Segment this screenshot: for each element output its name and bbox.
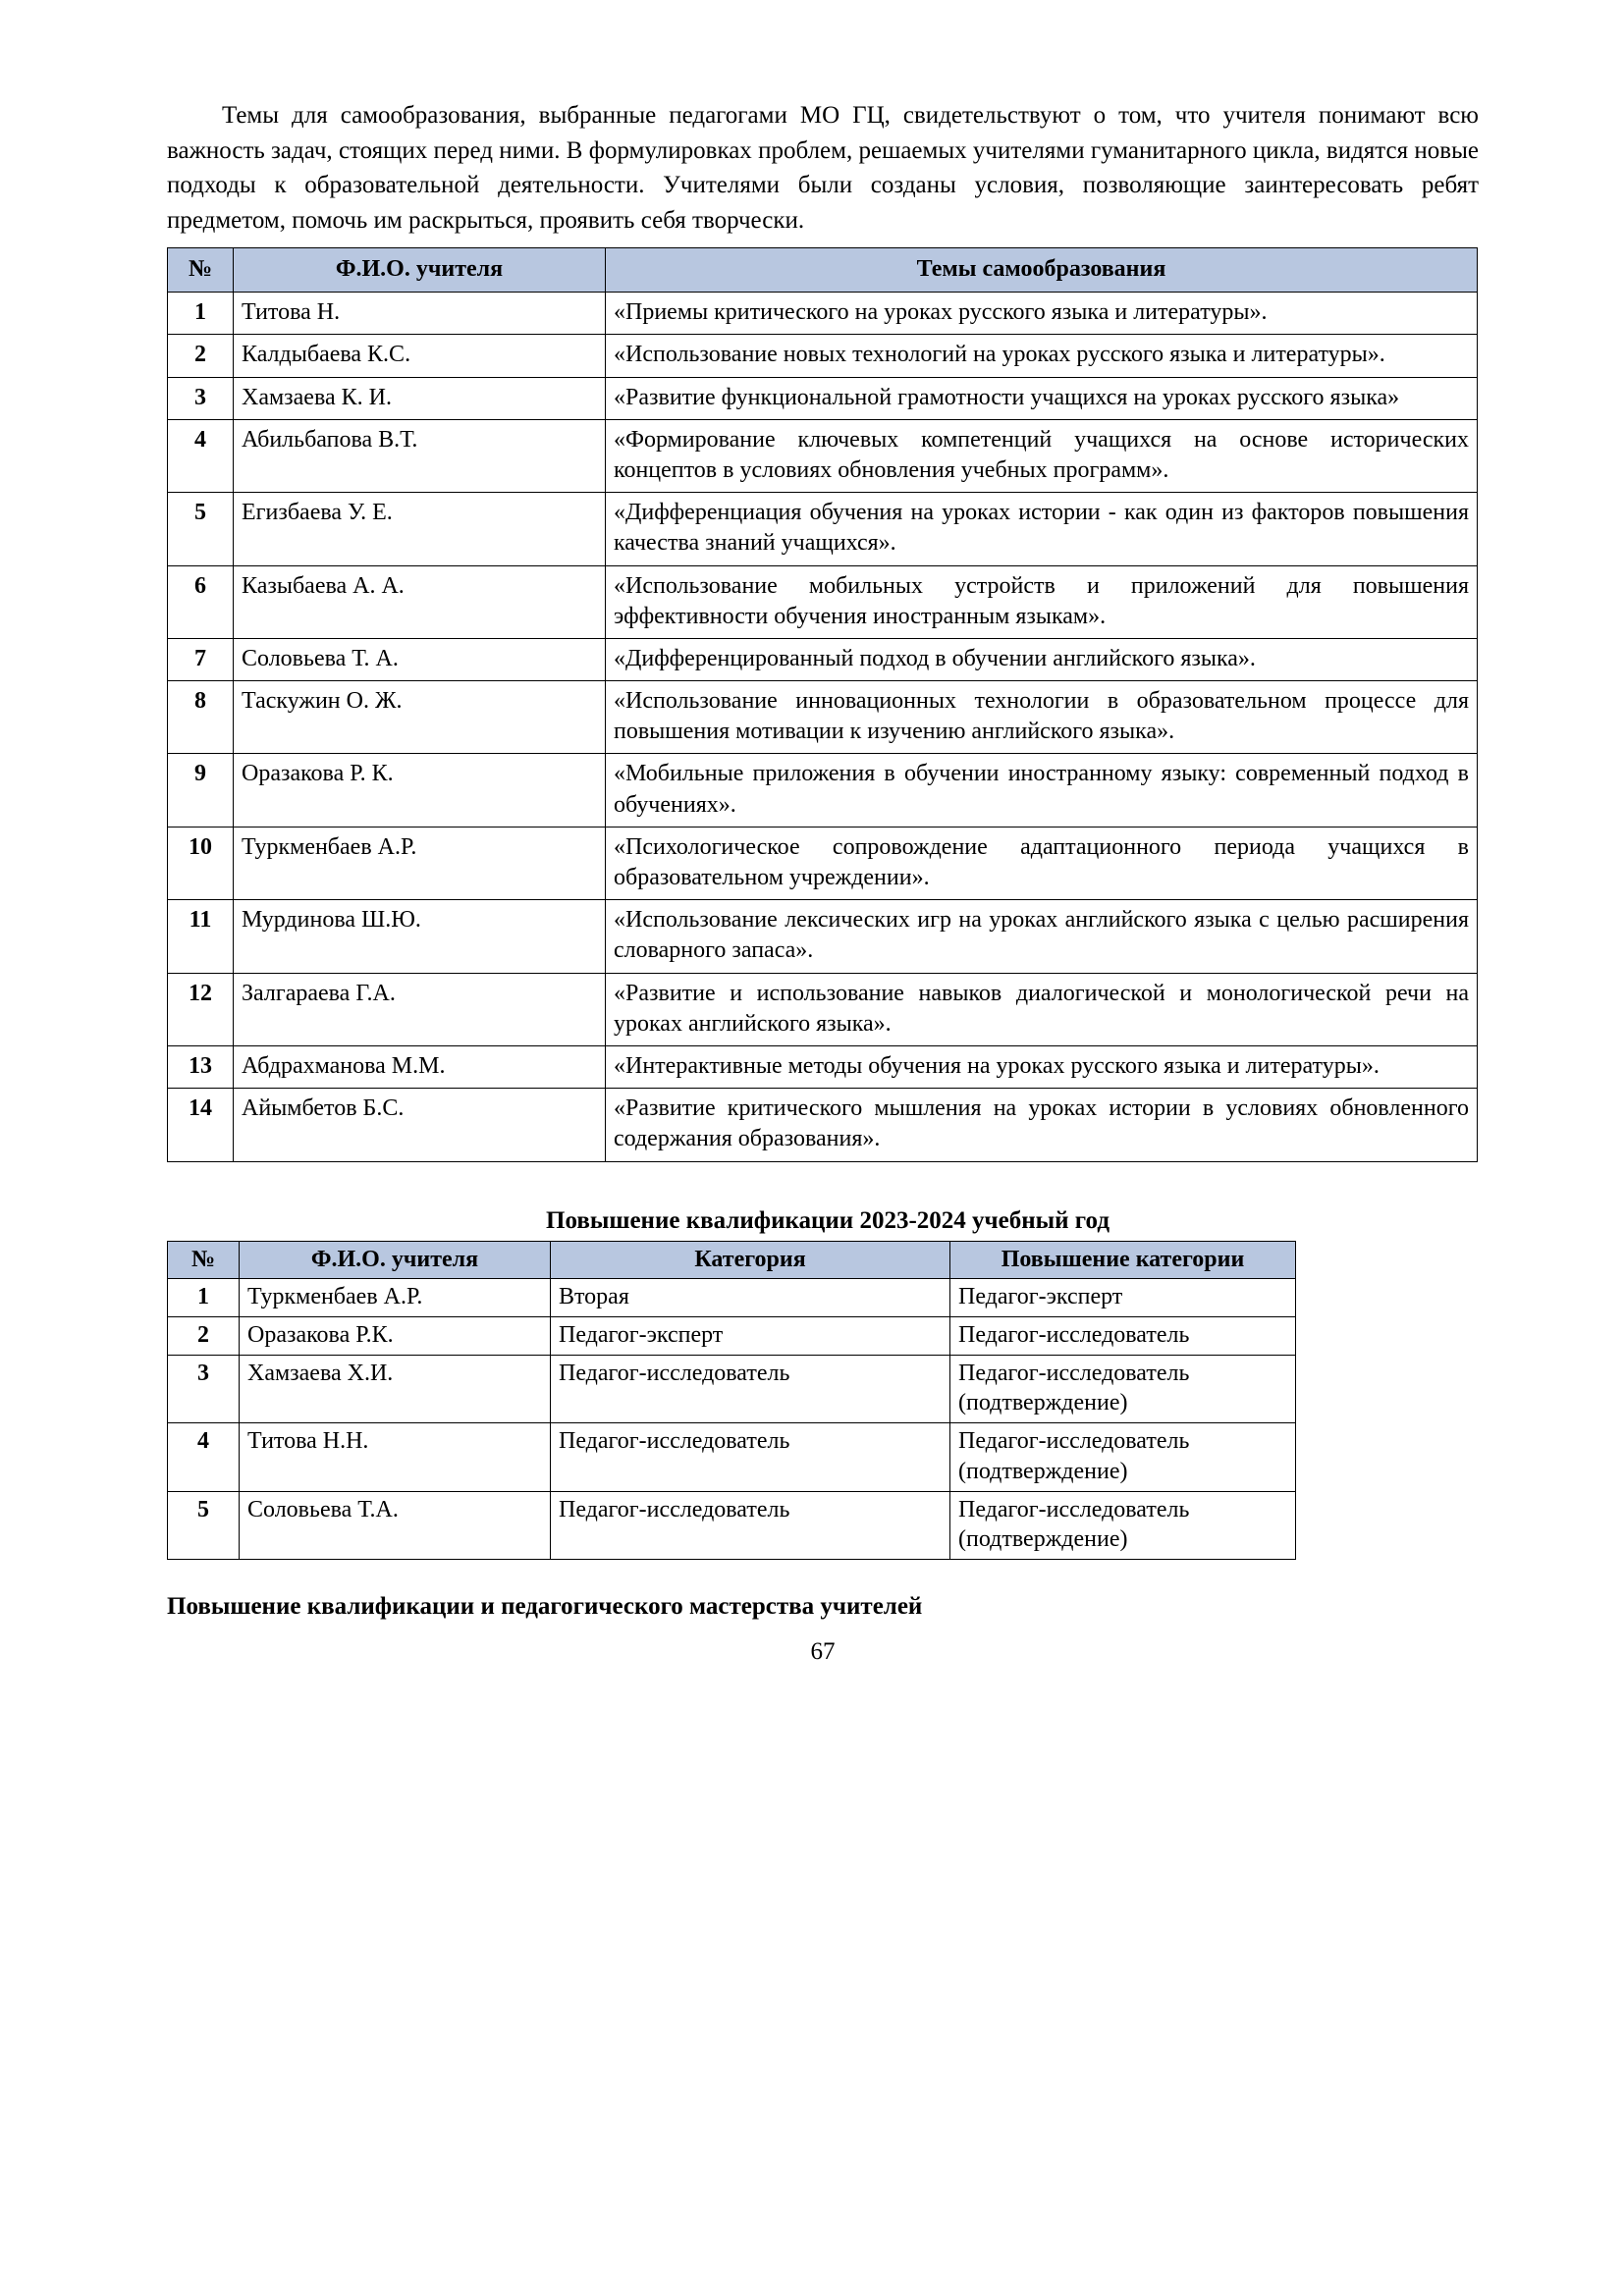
table-row bbox=[168, 900, 1478, 973]
cell-teacher-name: Туркменбаев А.Р. bbox=[240, 1279, 551, 1317]
cell-teacher-name: Хамзаева Х.И. bbox=[240, 1355, 551, 1422]
cell-number: 3 bbox=[168, 1355, 240, 1422]
table-row bbox=[168, 638, 1478, 680]
cell-number: 6 bbox=[168, 565, 234, 638]
cell-upgrade: Педагог-исследователь (подтверждение) bbox=[950, 1491, 1296, 1559]
cell-teacher-name: Титова Н.Н. bbox=[240, 1423, 551, 1491]
cell-number: 13 bbox=[168, 1045, 234, 1088]
cell-teacher-name: Оразакова Р.К. bbox=[240, 1316, 551, 1355]
table-row bbox=[168, 1045, 1478, 1088]
column-header-teacher-name: Ф.И.О. учителя bbox=[240, 1241, 551, 1279]
table-row bbox=[168, 827, 1478, 899]
cell-number: 2 bbox=[168, 1316, 240, 1355]
cell-teacher-name: Калдыбаева К.С. bbox=[234, 335, 606, 377]
cell-topic: «Развитие и использование навыков диалогической и монологической речи на уроках английского языка». bbox=[606, 973, 1478, 1045]
cell-topic: «Формирование ключевых компетенций учащихся на основе исторических концептов в условиях обновления учебных программ». bbox=[606, 419, 1478, 492]
table-header-row bbox=[168, 1241, 1296, 1279]
cell-number: 4 bbox=[168, 419, 234, 492]
table-row bbox=[168, 754, 1478, 827]
cell-number: 4 bbox=[168, 1423, 240, 1491]
column-header-upgrade: Повышение категории bbox=[950, 1241, 1296, 1279]
page-number: 67 bbox=[810, 1637, 836, 1665]
cell-teacher-name: Мурдинова Ш.Ю. bbox=[234, 900, 606, 973]
cell-topic: «Развитие критического мышления на уроках истории в условиях обновленного содержания образования». bbox=[606, 1089, 1478, 1161]
table-body bbox=[168, 1279, 1296, 1560]
table-row bbox=[168, 377, 1478, 419]
cell-upgrade: Педагог-исследователь (подтверждение) bbox=[950, 1355, 1296, 1422]
table-row bbox=[168, 681, 1478, 754]
cell-category: Вторая bbox=[551, 1279, 950, 1317]
cell-category: Педагог-исследователь bbox=[551, 1423, 950, 1491]
cell-upgrade: Педагог-исследователь (подтверждение) bbox=[950, 1423, 1296, 1491]
cell-teacher-name: Залгараева Г.А. bbox=[234, 973, 606, 1045]
table-row bbox=[168, 1355, 1296, 1422]
table-body bbox=[168, 293, 1478, 1161]
column-header-number: № bbox=[168, 1241, 240, 1279]
cell-topic: «Интерактивные методы обучения на уроках русского языка и литературы». bbox=[606, 1045, 1478, 1088]
cell-topic: «Дифференциация обучения на уроках истории - как один из факторов повышения качества знаний учащихся». bbox=[606, 493, 1478, 565]
cell-number: 8 bbox=[168, 681, 234, 754]
cell-number: 12 bbox=[168, 973, 234, 1045]
cell-category: Педагог-исследователь bbox=[551, 1491, 950, 1559]
table-header bbox=[168, 248, 1478, 293]
cell-topic: «Использование инновационных технологии в образовательном процессе для повышения мотивации к изучению английского языка». bbox=[606, 681, 1478, 754]
cell-number: 11 bbox=[168, 900, 234, 973]
cell-number: 2 bbox=[168, 335, 234, 377]
cell-category: Педагог-эксперт bbox=[551, 1316, 950, 1355]
cell-teacher-name: Абильбапова В.Т. bbox=[234, 419, 606, 492]
cell-topic: «Мобильные приложения в обучении иностранному языку: современный подход в обучениях». bbox=[606, 754, 1478, 827]
cell-teacher-name: Егизбаева У. Е. bbox=[234, 493, 606, 565]
cell-number: 1 bbox=[168, 293, 234, 335]
cell-topic: «Использование мобильных устройств и приложений для повышения эффективности обучения иностранным языкам». bbox=[606, 565, 1478, 638]
table-row bbox=[168, 565, 1478, 638]
cell-teacher-name: Оразакова Р. К. bbox=[234, 754, 606, 827]
table-row bbox=[168, 1279, 1296, 1317]
cell-number: 7 bbox=[168, 638, 234, 680]
table-row bbox=[168, 1491, 1296, 1559]
cell-number: 1 bbox=[168, 1279, 240, 1317]
table-row bbox=[168, 1316, 1296, 1355]
cell-teacher-name: Туркменбаев А.Р. bbox=[234, 827, 606, 899]
cell-teacher-name: Айымбетов Б.С. bbox=[234, 1089, 606, 1161]
cell-topic: «Психологическое сопровождение адаптационного периода учащихся в образовательном учреждении». bbox=[606, 827, 1478, 899]
cell-teacher-name: Хамзаева К. И. bbox=[234, 377, 606, 419]
cell-number: 5 bbox=[168, 1491, 240, 1559]
cell-topic: «Дифференцированный подход в обучении английского языка». bbox=[606, 638, 1478, 680]
cell-upgrade: Педагог-исследователь bbox=[950, 1316, 1296, 1355]
cell-teacher-name: Титова Н. bbox=[234, 293, 606, 335]
cell-number: 5 bbox=[168, 493, 234, 565]
table-header bbox=[168, 1241, 1296, 1279]
cell-topic: «Использование новых технологий на уроках русского языка и литературы». bbox=[606, 335, 1478, 377]
intro-paragraph: Темы для самообразования, выбранные педагогами МО ГЦ, свидетельствуют о том, что учителя понимают всю важность задач, стоящих перед ними. В формулировках проблем, решаемых учителями гуманитарного цикла, видятся новые подходы к образовательной деятельности. Учителями были созданы условия, позволяющие заинтересовать ребят предметом, помочь им раскрыться, проявить себя творчески. bbox=[167, 102, 1479, 234]
table-row bbox=[168, 335, 1478, 377]
table-header-row bbox=[168, 248, 1478, 293]
table-row bbox=[168, 293, 1478, 335]
column-header-teacher-name: Ф.И.О. учителя bbox=[234, 248, 606, 293]
qualification-upgrade-table bbox=[167, 1241, 1296, 1560]
cell-teacher-name: Абдрахманова М.М. bbox=[234, 1045, 606, 1088]
cell-teacher-name: Соловьева Т.А. bbox=[240, 1491, 551, 1559]
cell-teacher-name: Соловьева Т. А. bbox=[234, 638, 606, 680]
cell-upgrade: Педагог-эксперт bbox=[950, 1279, 1296, 1317]
qualification-section-title: Повышение квалификации 2023-2024 учебный год bbox=[546, 1206, 1110, 1234]
column-header-category: Категория bbox=[551, 1241, 950, 1279]
cell-number: 14 bbox=[168, 1089, 234, 1161]
section-spacer bbox=[167, 1162, 1479, 1190]
column-header-topic: Темы самообразования bbox=[606, 248, 1478, 293]
cell-teacher-name: Таскужин О. Ж. bbox=[234, 681, 606, 754]
self-education-topics-table bbox=[167, 247, 1478, 1162]
cell-category: Педагог-исследователь bbox=[551, 1355, 950, 1422]
cell-teacher-name: Казыбаева А. А. bbox=[234, 565, 606, 638]
cell-number: 3 bbox=[168, 377, 234, 419]
column-header-number: № bbox=[168, 248, 234, 293]
table-row bbox=[168, 1089, 1478, 1161]
footer-section-heading: Повышение квалификации и педагогического мастерства учителей bbox=[167, 1592, 923, 1620]
cell-topic: «Приемы критического на уроках русского языка и литературы». bbox=[606, 293, 1478, 335]
cell-number: 10 bbox=[168, 827, 234, 899]
cell-topic: «Развитие функциональной грамотности учащихся на уроках русского языка» bbox=[606, 377, 1478, 419]
table-row bbox=[168, 493, 1478, 565]
cell-topic: «Использование лексических игр на уроках английского языка с целью расширения словарного запаса». bbox=[606, 900, 1478, 973]
table-row bbox=[168, 1423, 1296, 1491]
table-row bbox=[168, 973, 1478, 1045]
table-row bbox=[168, 419, 1478, 492]
cell-number: 9 bbox=[168, 754, 234, 827]
